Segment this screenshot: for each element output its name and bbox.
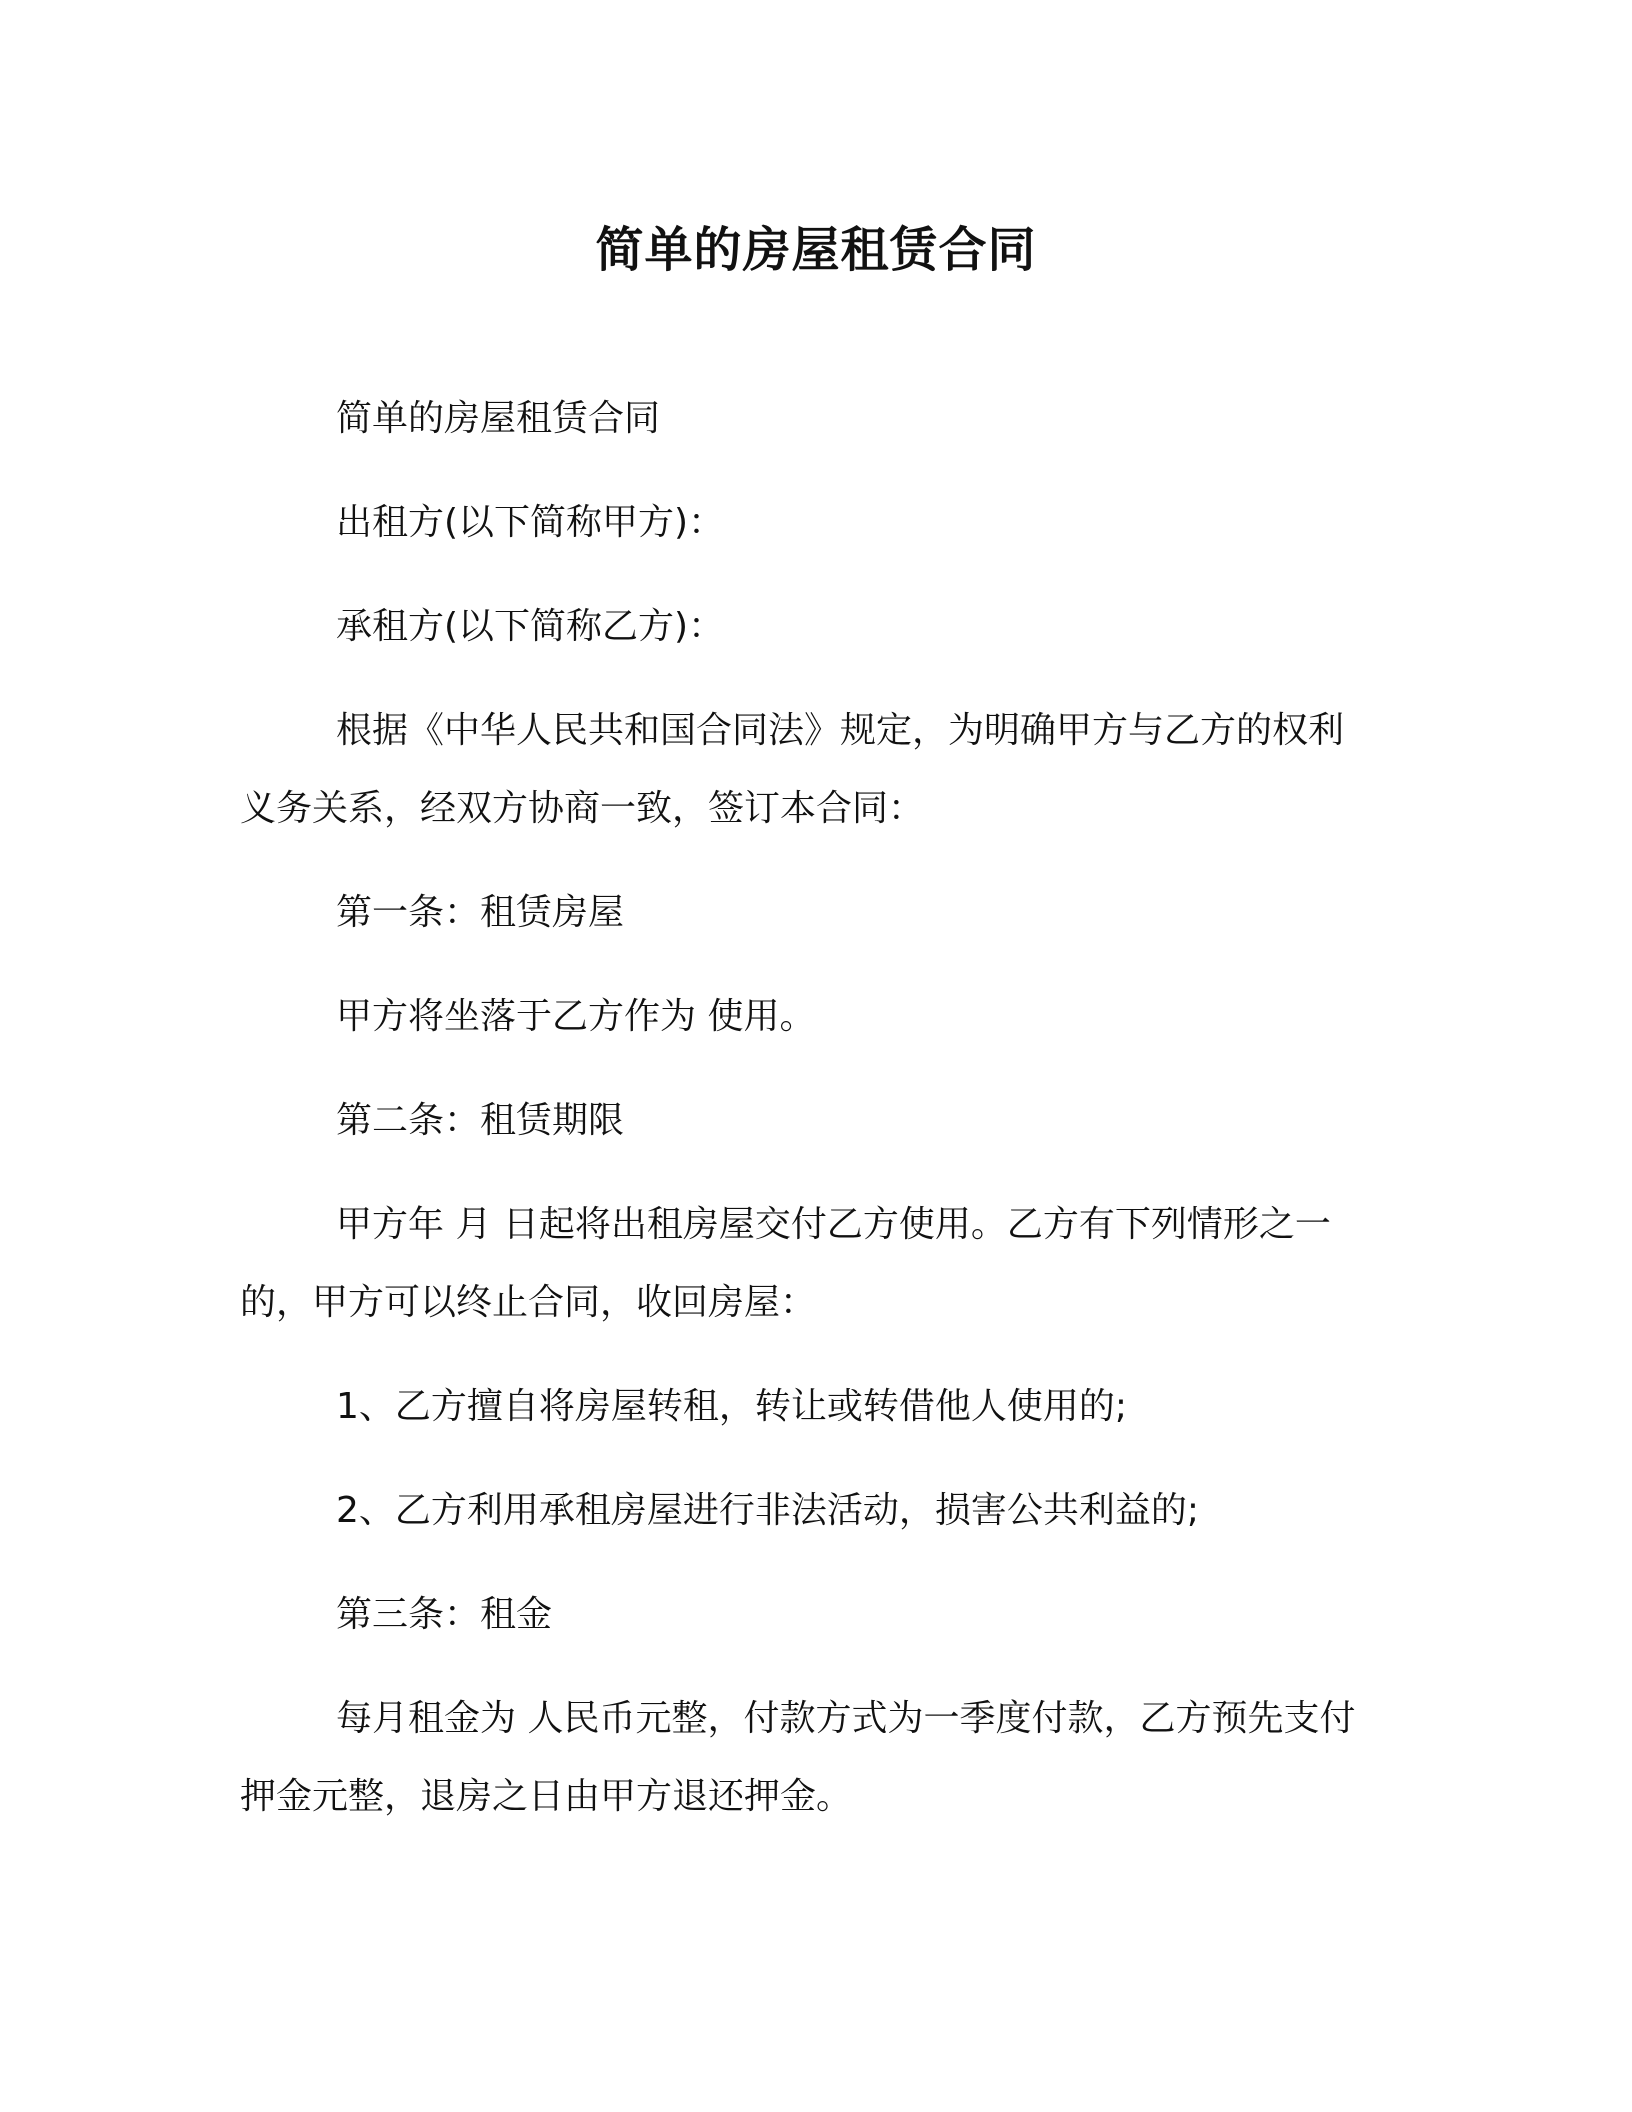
paragraph-article-1-heading xyxy=(240,874,1400,952)
paragraph-line: 义务关系，经双方协商一致，签订本合同： xyxy=(240,788,925,829)
paragraph-clause-1 xyxy=(240,1368,1400,1446)
paragraph-article-3-body xyxy=(240,1680,1400,1836)
paragraph-line: 第一条：租赁房屋 xyxy=(336,892,625,933)
paragraph-line: 根据《中华人民共和国合同法》规定，为明确甲方与乙方的权利 xyxy=(336,710,1345,751)
paragraph-line: 承租方(以下简称乙方)： xyxy=(336,606,725,647)
paragraph-line: 1、乙方擅自将房屋转租，转让或转借他人使用的; xyxy=(336,1386,1128,1427)
paragraph-article-2-body xyxy=(240,1186,1400,1342)
paragraph-line: 的，甲方可以终止合同，收回房屋： xyxy=(240,1282,817,1323)
paragraph-article-2-heading xyxy=(240,1082,1400,1160)
paragraph-preamble xyxy=(240,692,1400,848)
paragraph-line: 第三条：租金 xyxy=(336,1594,553,1635)
paragraph-line: 出租方(以下简称甲方)： xyxy=(336,502,725,543)
paragraph-clause-2 xyxy=(240,1472,1400,1550)
paragraph-lessor xyxy=(240,484,1400,562)
document-title: 简单的房屋租赁合同 xyxy=(595,222,1037,278)
paragraph-line: 简单的房屋租赁合同 xyxy=(336,398,661,439)
paragraph-article-3-heading xyxy=(240,1576,1400,1654)
paragraph-line: 甲方将坐落于乙方作为 使用。 xyxy=(336,996,816,1037)
paragraph-line: 2、乙方利用承租房屋进行非法活动，损害公共利益的; xyxy=(336,1490,1200,1531)
paragraph-line: 押金元整，退房之日由甲方退还押金。 xyxy=(240,1776,853,1817)
paragraph-line: 甲方年 月 日起将出租房屋交付乙方使用。乙方有下列情形之一 xyxy=(336,1204,1331,1245)
paragraph-heading-repeat xyxy=(240,380,1400,458)
paragraph-lessee xyxy=(240,588,1400,666)
paragraph-article-1-body xyxy=(240,978,1400,1056)
paragraph-line: 每月租金为 人民币元整，付款方式为一季度付款，乙方预先支付 xyxy=(336,1698,1356,1739)
paragraph-line: 第二条：租赁期限 xyxy=(336,1100,625,1141)
